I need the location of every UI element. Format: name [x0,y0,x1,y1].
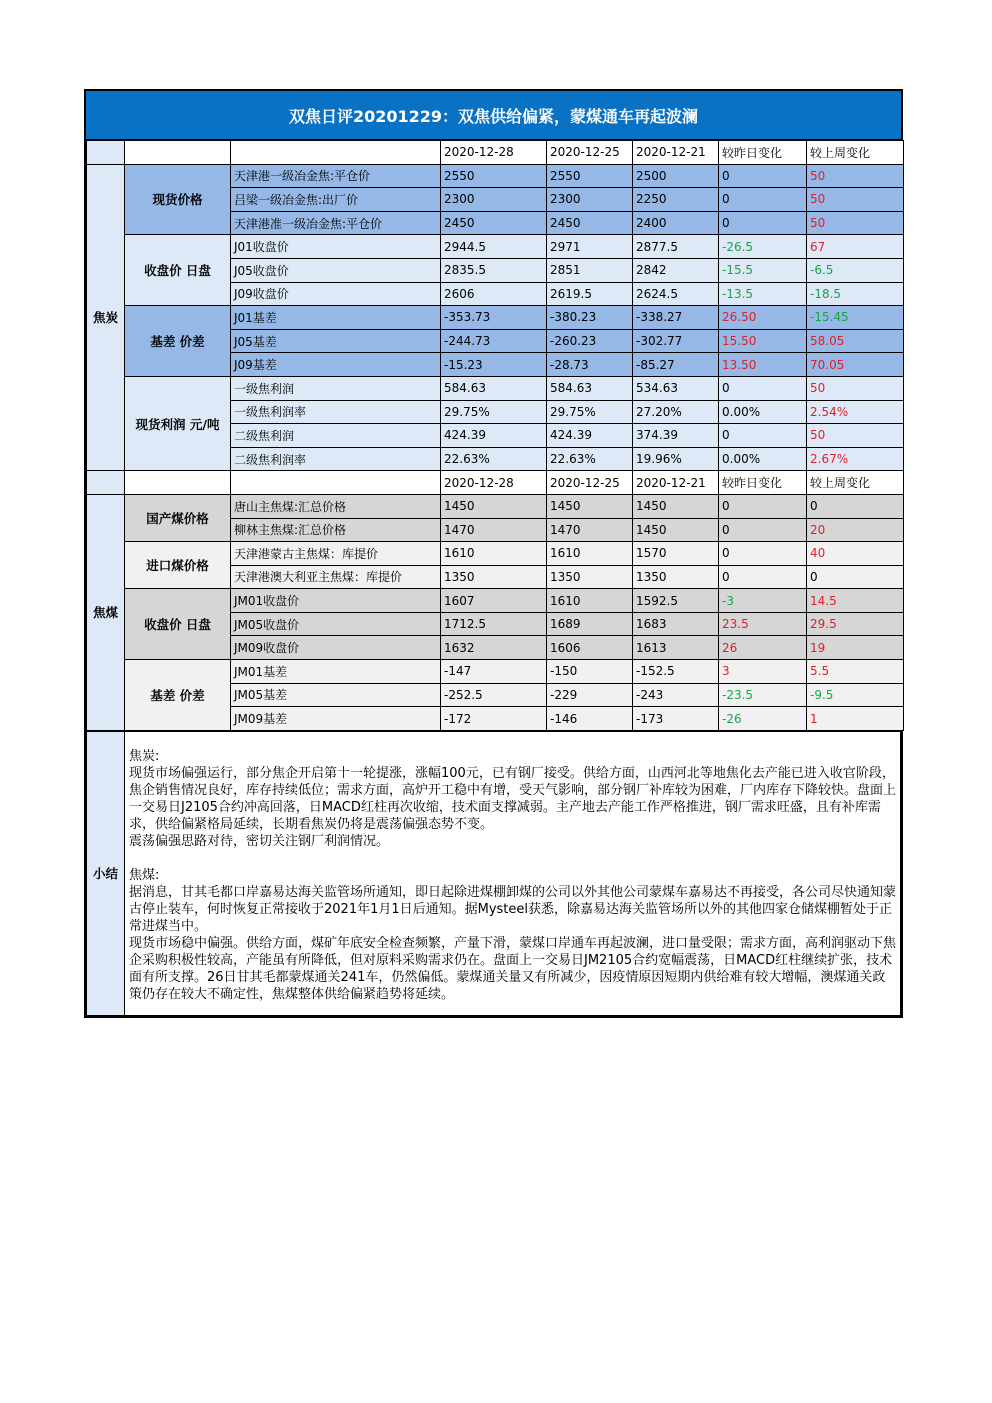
value-cell: 1470 [441,518,547,542]
table-row [87,235,904,259]
group-label: 现货价格 [125,164,231,235]
weekly-change-cell: 50 [807,376,904,400]
value-cell: 1350 [633,565,719,589]
daily-change-cell: 26.50 [719,306,807,330]
daily-change-cell: 0 [719,376,807,400]
value-cell: 2851 [547,258,633,282]
daily-change-cell: -15.5 [719,258,807,282]
daily-change-cell: 0 [719,565,807,589]
column-header: 2020-12-21 [633,471,719,495]
weekly-change-cell: 19 [807,636,904,660]
daily-change-cell: 26 [719,636,807,660]
value-cell: -150 [547,660,633,684]
value-cell: -147 [441,660,547,684]
value-cell: 2877.5 [633,235,719,259]
value-cell: 22.63% [441,447,547,471]
value-cell: -173 [633,707,719,731]
weekly-change-cell: 40 [807,542,904,566]
item-name: J09基差 [231,353,441,377]
summary-text [125,731,901,1015]
group-label: 基差 价差 [125,306,231,377]
item-name: 二级焦利润率 [231,447,441,471]
value-cell: 2971 [547,235,633,259]
value-cell: 1450 [547,494,633,518]
summary-paragraph: 焦炭: [129,748,160,764]
summary-paragraph: 据消息，甘其毛都口岸嘉易达海关监管场所通知，即日起除进煤棚卸煤的公司以外其他公司蒙煤车嘉易达不再接受，各公司尽快通知蒙古停止装车，何时恢复正常接收于2021年1月1日后通知。据Mysteel获悉，除嘉易达海关监管场所以外的其他四家仓储煤棚暂处于正常进煤当中。 [129,884,897,934]
value-cell: 2550 [547,164,633,188]
value-cell: -243 [633,683,719,707]
item-name: 天津港蒙古主焦煤：库提价 [231,542,441,566]
value-cell: 1610 [547,589,633,613]
value-cell: 2835.5 [441,258,547,282]
table-row [87,660,904,684]
summary-paragraph [129,850,896,867]
value-cell: 2624.5 [633,282,719,306]
value-cell: 1570 [633,542,719,566]
summary-label: 小结 [87,731,125,1015]
item-name: 二级焦利润 [231,424,441,448]
value-cell: -28.73 [547,353,633,377]
summary-table [86,731,901,1016]
value-cell: 424.39 [547,424,633,448]
value-cell: 2450 [547,211,633,235]
summary-paragraph: 焦煤: [129,867,160,883]
value-cell: 584.63 [547,376,633,400]
item-name: 天津港澳大利亚主焦煤：库提价 [231,565,441,589]
header-row [87,141,904,165]
daily-change-cell: 3 [719,660,807,684]
column-header: 2020-12-21 [633,141,719,165]
item-name: J09收盘价 [231,282,441,306]
value-cell: 29.75% [547,400,633,424]
daily-change-cell: 15.50 [719,329,807,353]
group-label: 收盘价 日盘 [125,589,231,660]
column-header: 2020-12-25 [547,141,633,165]
item-name: JM01收盘价 [231,589,441,613]
value-cell: -302.77 [633,329,719,353]
item-name: 柳林主焦煤:汇总价格 [231,518,441,542]
weekly-change-cell: 70.05 [807,353,904,377]
weekly-change-cell: 50 [807,164,904,188]
weekly-change-cell: 58.05 [807,329,904,353]
item-name: JM05基差 [231,683,441,707]
table-row [87,376,904,400]
section-label: 焦煤 [87,494,125,730]
item-name: 天津港准一级冶金焦:平仓价 [231,211,441,235]
column-header: 较上周变化 [807,471,904,495]
daily-change-cell: 0 [719,211,807,235]
weekly-change-cell: -6.5 [807,258,904,282]
item-name: 一级焦利润 [231,376,441,400]
item-name: J01基差 [231,306,441,330]
column-header: 2020-12-25 [547,471,633,495]
table-row [87,164,904,188]
daily-change-cell: 0 [719,188,807,212]
daily-change-cell: 0 [719,424,807,448]
daily-change-cell: 0 [719,494,807,518]
daily-change-cell: 23.5 [719,612,807,636]
daily-change-cell: -3 [719,589,807,613]
table-row [87,306,904,330]
item-name: 吕梁一级冶金焦:出厂价 [231,188,441,212]
value-cell: 2944.5 [441,235,547,259]
value-cell: -172 [441,707,547,731]
section-label: 焦炭 [87,164,125,471]
blank-cell [87,471,125,495]
value-cell: -152.5 [633,660,719,684]
value-cell: 1613 [633,636,719,660]
value-cell: 584.63 [441,376,547,400]
value-cell: -229 [547,683,633,707]
weekly-change-cell: 29.5 [807,612,904,636]
daily-change-cell: 0 [719,542,807,566]
value-cell: 1610 [547,542,633,566]
blank-cell [87,141,125,165]
value-cell: 2300 [441,188,547,212]
group-label: 基差 价差 [125,660,231,731]
value-cell: -85.27 [633,353,719,377]
value-cell: 374.39 [633,424,719,448]
item-name: 天津港一级冶金焦:平仓价 [231,164,441,188]
value-cell: 1606 [547,636,633,660]
report-title: 双焦日评20201229：双焦供给偏紧，蒙煤通车再起波澜 [86,91,901,140]
daily-change-cell: -26 [719,707,807,731]
summary-paragraph: 现货市场偏强运行，部分焦企开启第十一轮提涨，涨幅100元，已有钢厂接受。供给方面，山西河北等地焦化去产能已进入收官阶段，焦企销售情况良好，库存持续低位；需求方面，高炉开工稳中有增，受天气影响，部分钢厂补库较为困难，厂内库存下降较快。盘面上一交易日J2105合约冲高回落，日MACD红柱再次收缩，技术面支撑减弱。主产地去产能工作严格推进，钢厂需求旺盛，且有补库需求，供给偏紧格局延续，长期看焦炭仍将是震荡偏强态势不变。 [129,765,897,832]
item-name: JM09收盘价 [231,636,441,660]
value-cell: 1450 [441,494,547,518]
value-cell: 1607 [441,589,547,613]
column-header: 2020-12-28 [441,141,547,165]
value-cell: -260.23 [547,329,633,353]
group-label: 进口煤价格 [125,542,231,589]
daily-change-cell: 0 [719,518,807,542]
weekly-change-cell: 0 [807,494,904,518]
table-row [87,589,904,613]
blank-cell [231,141,441,165]
blank-cell [125,141,231,165]
column-header: 2020-12-28 [441,471,547,495]
daily-change-cell: 0.00% [719,400,807,424]
value-cell: 2250 [633,188,719,212]
value-cell: 2842 [633,258,719,282]
item-name: J05基差 [231,329,441,353]
column-header: 较昨日变化 [719,141,807,165]
daily-change-cell: 13.50 [719,353,807,377]
value-cell: 1712.5 [441,612,547,636]
weekly-change-cell: -18.5 [807,282,904,306]
value-cell: 1450 [633,518,719,542]
blank-cell [231,471,441,495]
weekly-change-cell: 67 [807,235,904,259]
weekly-change-cell: 0 [807,565,904,589]
daily-change-cell: 0 [719,164,807,188]
weekly-change-cell: 5.5 [807,660,904,684]
weekly-change-cell: 50 [807,211,904,235]
value-cell: 1470 [547,518,633,542]
weekly-change-cell: 2.67% [807,447,904,471]
value-cell: 534.63 [633,376,719,400]
value-cell: -15.23 [441,353,547,377]
value-cell: 2500 [633,164,719,188]
data-table [86,140,904,731]
weekly-change-cell: 1 [807,707,904,731]
value-cell: 1632 [441,636,547,660]
group-label: 国产煤价格 [125,494,231,541]
weekly-change-cell: 2.54% [807,400,904,424]
report-sheet [84,89,903,1018]
group-label: 收盘价 日盘 [125,235,231,306]
summary-paragraph: 震荡偏强思路对待，密切关注钢厂利润情况。 [129,833,390,849]
weekly-change-cell: 50 [807,424,904,448]
item-name: 唐山主焦煤:汇总价格 [231,494,441,518]
item-name: J01收盘价 [231,235,441,259]
value-cell: 27.20% [633,400,719,424]
value-cell: 1689 [547,612,633,636]
value-cell: 2400 [633,211,719,235]
value-cell: 1610 [441,542,547,566]
weekly-change-cell: 20 [807,518,904,542]
value-cell: -244.73 [441,329,547,353]
value-cell: 19.96% [633,447,719,471]
weekly-change-cell: 14.5 [807,589,904,613]
value-cell: 1450 [633,494,719,518]
column-header: 较昨日变化 [719,471,807,495]
value-cell: 2619.5 [547,282,633,306]
value-cell: -252.5 [441,683,547,707]
value-cell: -353.73 [441,306,547,330]
value-cell: 22.63% [547,447,633,471]
group-label: 现货利润 元/吨 [125,376,231,470]
item-name: 一级焦利润率 [231,400,441,424]
value-cell: -146 [547,707,633,731]
value-cell: 1683 [633,612,719,636]
value-cell: 2450 [441,211,547,235]
value-cell: 29.75% [441,400,547,424]
table-row [87,542,904,566]
value-cell: 1592.5 [633,589,719,613]
value-cell: 2606 [441,282,547,306]
daily-change-cell: -13.5 [719,282,807,306]
value-cell: -380.23 [547,306,633,330]
summary-paragraph: 现货市场稳中偏强。供给方面，煤矿年底安全检查频繁，产量下滑，蒙煤口岸通车再起波澜，进口量受限；需求方面，高利润驱动下焦企采购积极性较高，产能虽有所降低，但对原料采购需求仍在。盘面上一交易日JM2105合约宽幅震荡，日MACD红柱继续扩张，技术面有所支撑。26日甘其毛都蒙煤通关241车，仍然偏低。蒙煤通关量又有所减少，因疫情原因短期内供给难有较大增幅，澳煤通关政策仍存在较大不确定性，焦煤整体供给偏紧趋势将延续。 [129,935,897,1002]
daily-change-cell: 0.00% [719,447,807,471]
daily-change-cell: -26.5 [719,235,807,259]
daily-change-cell: -23.5 [719,683,807,707]
value-cell: -338.27 [633,306,719,330]
value-cell: 2550 [441,164,547,188]
weekly-change-cell: 50 [807,188,904,212]
item-name: J05收盘价 [231,258,441,282]
value-cell: 1350 [547,565,633,589]
header-row [87,471,904,495]
table-row [87,494,904,518]
column-header: 较上周变化 [807,141,904,165]
blank-cell [125,471,231,495]
item-name: JM01基差 [231,660,441,684]
value-cell: 424.39 [441,424,547,448]
item-name: JM09基差 [231,707,441,731]
value-cell: 2300 [547,188,633,212]
value-cell: 1350 [441,565,547,589]
weekly-change-cell: -9.5 [807,683,904,707]
item-name: JM05收盘价 [231,612,441,636]
weekly-change-cell: -15.45 [807,306,904,330]
